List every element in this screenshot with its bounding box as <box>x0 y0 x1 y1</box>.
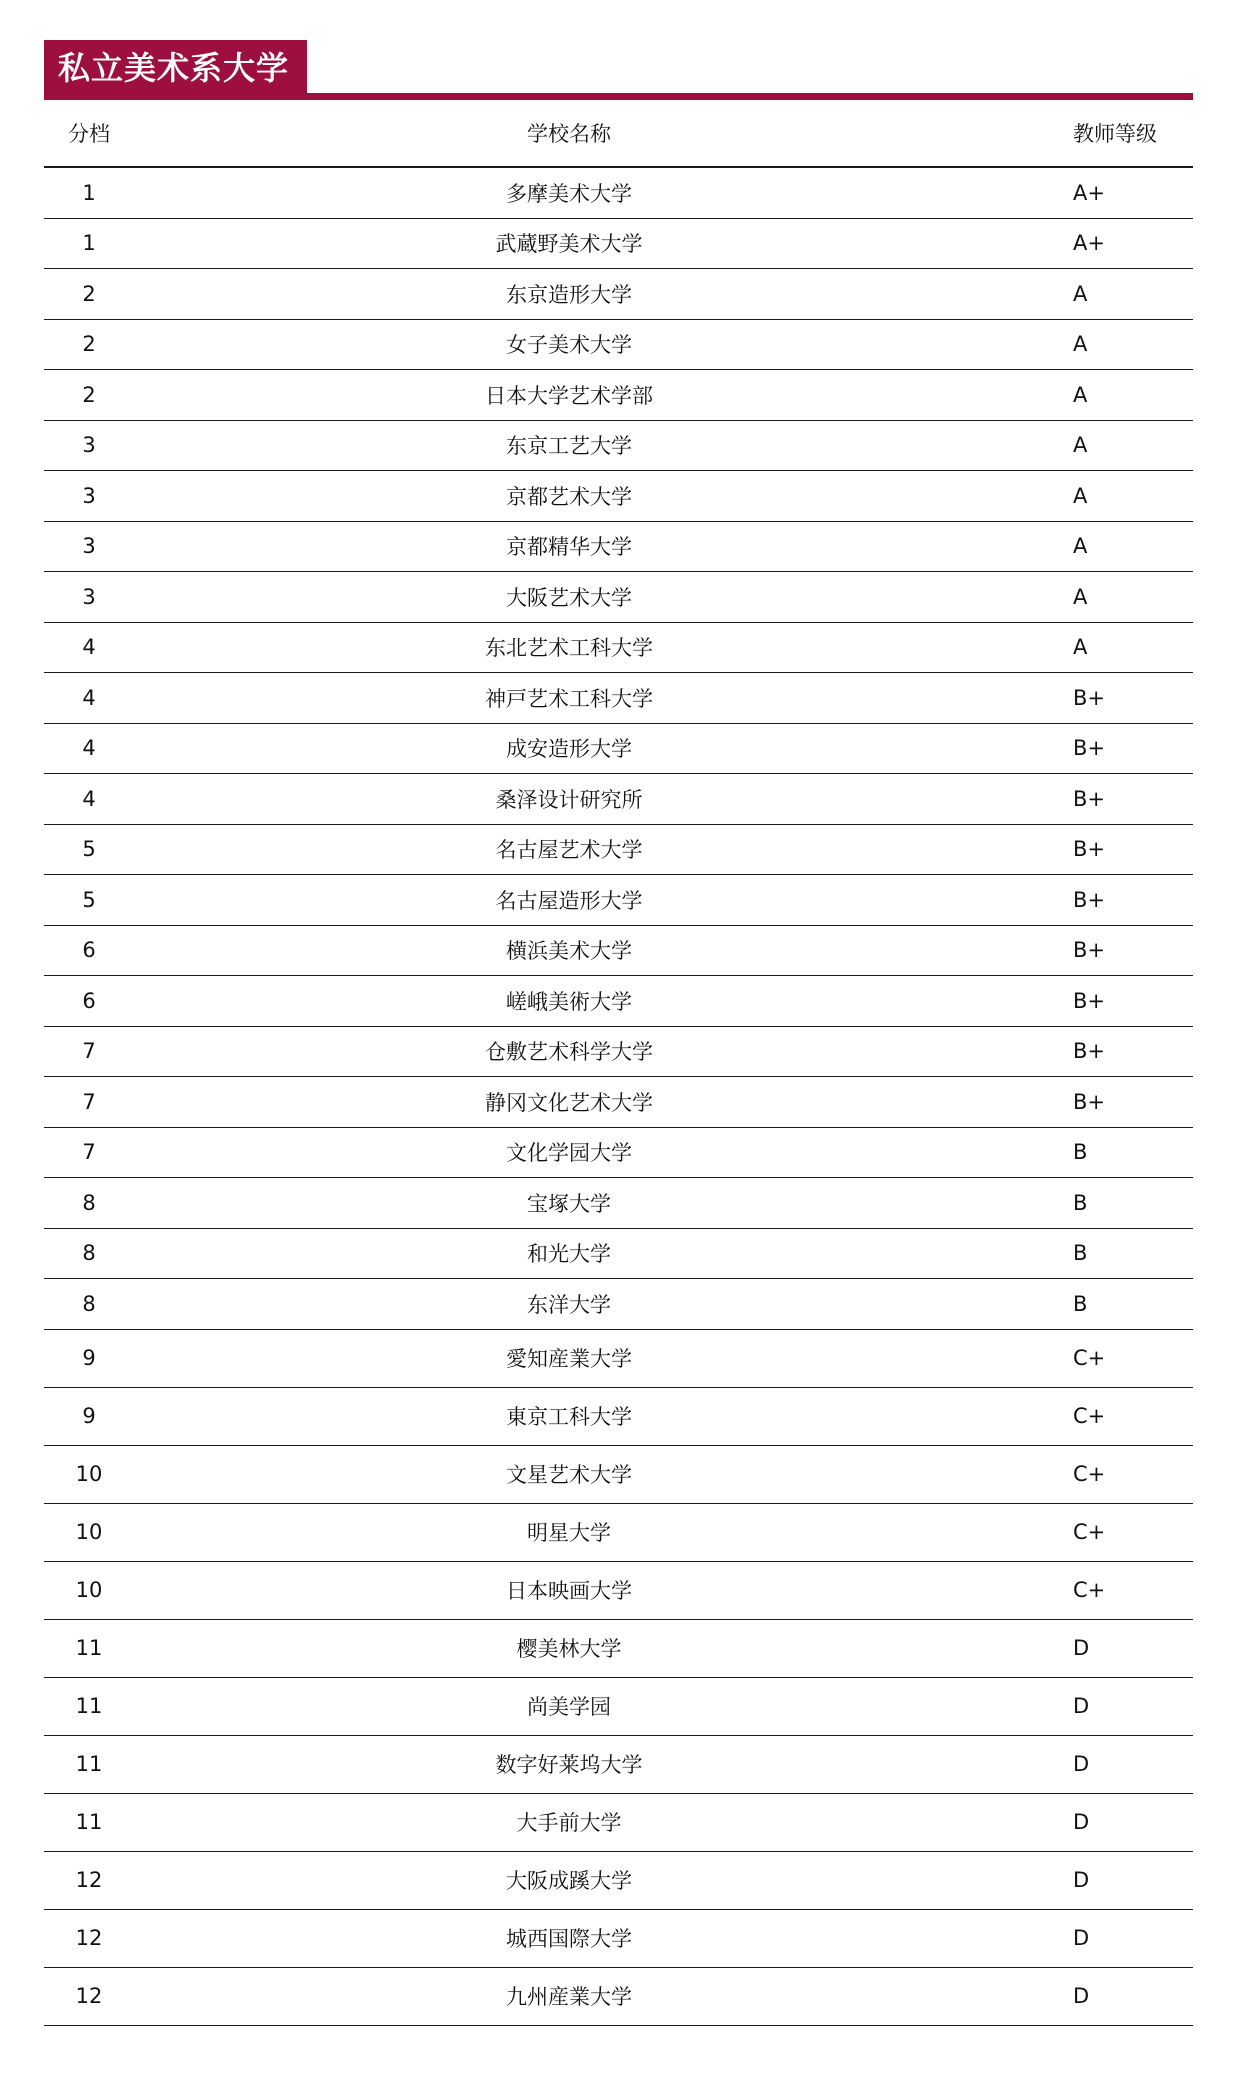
school-name-cell: 九州産業大学 <box>134 1967 1004 2025</box>
tier-cell: 11 <box>44 1793 134 1851</box>
table-row <box>44 723 1193 774</box>
school-name-cell: 东洋大学 <box>134 1279 1004 1330</box>
school-name-cell: 宝塚大学 <box>134 1178 1004 1229</box>
school-name-cell: 尚美学园 <box>134 1677 1004 1735</box>
teacher-grade-cell: B+ <box>1004 1077 1193 1128</box>
school-name-cell: 桑泽设计研究所 <box>134 774 1004 825</box>
table-row <box>44 218 1193 269</box>
tier-cell: 7 <box>44 1077 134 1128</box>
teacher-grade-cell: D <box>1004 1793 1193 1851</box>
school-name-cell: 和光大学 <box>134 1228 1004 1279</box>
table-row <box>44 1909 1193 1967</box>
school-name-cell: 成安造形大学 <box>134 723 1004 774</box>
school-name-cell: 東京工科大学 <box>134 1387 1004 1445</box>
tier-cell: 8 <box>44 1279 134 1330</box>
school-name-cell: 静冈文化艺术大学 <box>134 1077 1004 1128</box>
university-table <box>44 100 1193 2026</box>
school-name-cell: 文星艺术大学 <box>134 1445 1004 1503</box>
teacher-grade-cell: A <box>1004 572 1193 623</box>
teacher-grade-cell: D <box>1004 1909 1193 1967</box>
tier-cell: 8 <box>44 1178 134 1229</box>
tier-cell: 2 <box>44 269 134 320</box>
school-name-cell: 东北艺术工科大学 <box>134 622 1004 673</box>
table-row <box>44 925 1193 976</box>
school-name-cell: 数字好莱坞大学 <box>134 1735 1004 1793</box>
school-name-cell: 女子美术大学 <box>134 319 1004 370</box>
table-row <box>44 622 1193 673</box>
table-row <box>44 1127 1193 1178</box>
teacher-grade-cell: D <box>1004 1967 1193 2025</box>
tier-cell: 4 <box>44 774 134 825</box>
teacher-grade-cell: B+ <box>1004 875 1193 926</box>
table-header-row <box>44 100 1193 167</box>
teacher-grade-cell: C+ <box>1004 1329 1193 1387</box>
school-name-cell: 多摩美术大学 <box>134 167 1004 218</box>
table-row <box>44 572 1193 623</box>
teacher-grade-cell: B+ <box>1004 824 1193 875</box>
school-name-cell: 大手前大学 <box>134 1793 1004 1851</box>
tier-cell: 1 <box>44 218 134 269</box>
teacher-grade-cell: A <box>1004 319 1193 370</box>
tier-cell: 2 <box>44 370 134 421</box>
school-name-cell: 仓敷艺术科学大学 <box>134 1026 1004 1077</box>
tier-cell: 4 <box>44 723 134 774</box>
tier-cell: 2 <box>44 319 134 370</box>
teacher-grade-cell: D <box>1004 1677 1193 1735</box>
school-name-cell: 东京造形大学 <box>134 269 1004 320</box>
school-name-cell: 嵯峨美術大学 <box>134 976 1004 1027</box>
school-name-cell: 名古屋艺术大学 <box>134 824 1004 875</box>
table-row <box>44 1851 1193 1909</box>
tier-cell: 11 <box>44 1619 134 1677</box>
school-name-cell: 城西国際大学 <box>134 1909 1004 1967</box>
teacher-grade-cell: C+ <box>1004 1387 1193 1445</box>
teacher-grade-cell: B+ <box>1004 673 1193 724</box>
school-name-cell: 大阪艺术大学 <box>134 572 1004 623</box>
tier-cell: 5 <box>44 824 134 875</box>
table-row <box>44 1561 1193 1619</box>
tier-cell: 12 <box>44 1909 134 1967</box>
teacher-grade-cell: A <box>1004 269 1193 320</box>
table-body <box>44 167 1193 2025</box>
table-row <box>44 774 1193 825</box>
table-row <box>44 1445 1193 1503</box>
tier-cell: 3 <box>44 572 134 623</box>
school-name-cell: 愛知産業大学 <box>134 1329 1004 1387</box>
school-name-cell: 京都艺术大学 <box>134 471 1004 522</box>
header-teacher-grade: 教师等级 <box>1004 100 1193 167</box>
school-name-cell: 东京工艺大学 <box>134 420 1004 471</box>
table-row <box>44 1329 1193 1387</box>
tier-cell: 12 <box>44 1967 134 2025</box>
table-row <box>44 269 1193 320</box>
table-row <box>44 824 1193 875</box>
table-row <box>44 1619 1193 1677</box>
table-row <box>44 673 1193 724</box>
table-row <box>44 1735 1193 1793</box>
teacher-grade-cell: B+ <box>1004 976 1193 1027</box>
teacher-grade-cell: A+ <box>1004 218 1193 269</box>
table-row <box>44 420 1193 471</box>
tier-cell: 11 <box>44 1677 134 1735</box>
teacher-grade-cell: D <box>1004 1735 1193 1793</box>
table-row <box>44 1503 1193 1561</box>
teacher-grade-cell: A <box>1004 471 1193 522</box>
school-name-cell: 日本映画大学 <box>134 1561 1004 1619</box>
tier-cell: 4 <box>44 622 134 673</box>
tier-cell: 1 <box>44 167 134 218</box>
teacher-grade-cell: A <box>1004 521 1193 572</box>
teacher-grade-cell: B <box>1004 1127 1193 1178</box>
teacher-grade-cell: C+ <box>1004 1503 1193 1561</box>
teacher-grade-cell: A <box>1004 370 1193 421</box>
table-row <box>44 319 1193 370</box>
table-row <box>44 1793 1193 1851</box>
header-tier: 分档 <box>44 100 134 167</box>
tier-cell: 12 <box>44 1851 134 1909</box>
school-name-cell: 大阪成蹊大学 <box>134 1851 1004 1909</box>
teacher-grade-cell: C+ <box>1004 1445 1193 1503</box>
teacher-grade-cell: D <box>1004 1851 1193 1909</box>
ranking-document <box>44 40 1193 2026</box>
teacher-grade-cell: B <box>1004 1228 1193 1279</box>
table-row <box>44 1228 1193 1279</box>
school-name-cell: 京都精华大学 <box>134 521 1004 572</box>
teacher-grade-cell: A+ <box>1004 167 1193 218</box>
tier-cell: 10 <box>44 1445 134 1503</box>
teacher-grade-cell: B <box>1004 1279 1193 1330</box>
tier-cell: 10 <box>44 1503 134 1561</box>
school-name-cell: 武蔵野美术大学 <box>134 218 1004 269</box>
tier-cell: 3 <box>44 420 134 471</box>
tier-cell: 6 <box>44 925 134 976</box>
tier-cell: 10 <box>44 1561 134 1619</box>
teacher-grade-cell: C+ <box>1004 1561 1193 1619</box>
teacher-grade-cell: A <box>1004 622 1193 673</box>
tier-cell: 6 <box>44 976 134 1027</box>
table-row <box>44 1967 1193 2025</box>
table-row <box>44 976 1193 1027</box>
school-name-cell: 樱美林大学 <box>134 1619 1004 1677</box>
table-row <box>44 1077 1193 1128</box>
title-banner <box>44 40 1193 100</box>
teacher-grade-cell: B+ <box>1004 774 1193 825</box>
teacher-grade-cell: B+ <box>1004 925 1193 976</box>
page-title: 私立美术系大学 <box>44 40 307 96</box>
table-row <box>44 1178 1193 1229</box>
teacher-grade-cell: B <box>1004 1178 1193 1229</box>
school-name-cell: 神戸艺术工科大学 <box>134 673 1004 724</box>
tier-cell: 11 <box>44 1735 134 1793</box>
tier-cell: 7 <box>44 1026 134 1077</box>
table-row <box>44 1279 1193 1330</box>
school-name-cell: 日本大学艺术学部 <box>134 370 1004 421</box>
table-row <box>44 1026 1193 1077</box>
header-school-name: 学校名称 <box>134 100 1004 167</box>
school-name-cell: 横浜美术大学 <box>134 925 1004 976</box>
tier-cell: 9 <box>44 1329 134 1387</box>
table-row <box>44 471 1193 522</box>
table-row <box>44 1677 1193 1735</box>
tier-cell: 8 <box>44 1228 134 1279</box>
school-name-cell: 明星大学 <box>134 1503 1004 1561</box>
teacher-grade-cell: B+ <box>1004 723 1193 774</box>
table-row <box>44 167 1193 218</box>
table-row <box>44 521 1193 572</box>
school-name-cell: 文化学园大学 <box>134 1127 1004 1178</box>
school-name-cell: 名古屋造形大学 <box>134 875 1004 926</box>
tier-cell: 7 <box>44 1127 134 1178</box>
tier-cell: 5 <box>44 875 134 926</box>
tier-cell: 3 <box>44 521 134 572</box>
teacher-grade-cell: D <box>1004 1619 1193 1677</box>
table-row <box>44 875 1193 926</box>
teacher-grade-cell: B+ <box>1004 1026 1193 1077</box>
tier-cell: 9 <box>44 1387 134 1445</box>
table-row <box>44 1387 1193 1445</box>
tier-cell: 3 <box>44 471 134 522</box>
teacher-grade-cell: A <box>1004 420 1193 471</box>
tier-cell: 4 <box>44 673 134 724</box>
table-row <box>44 370 1193 421</box>
